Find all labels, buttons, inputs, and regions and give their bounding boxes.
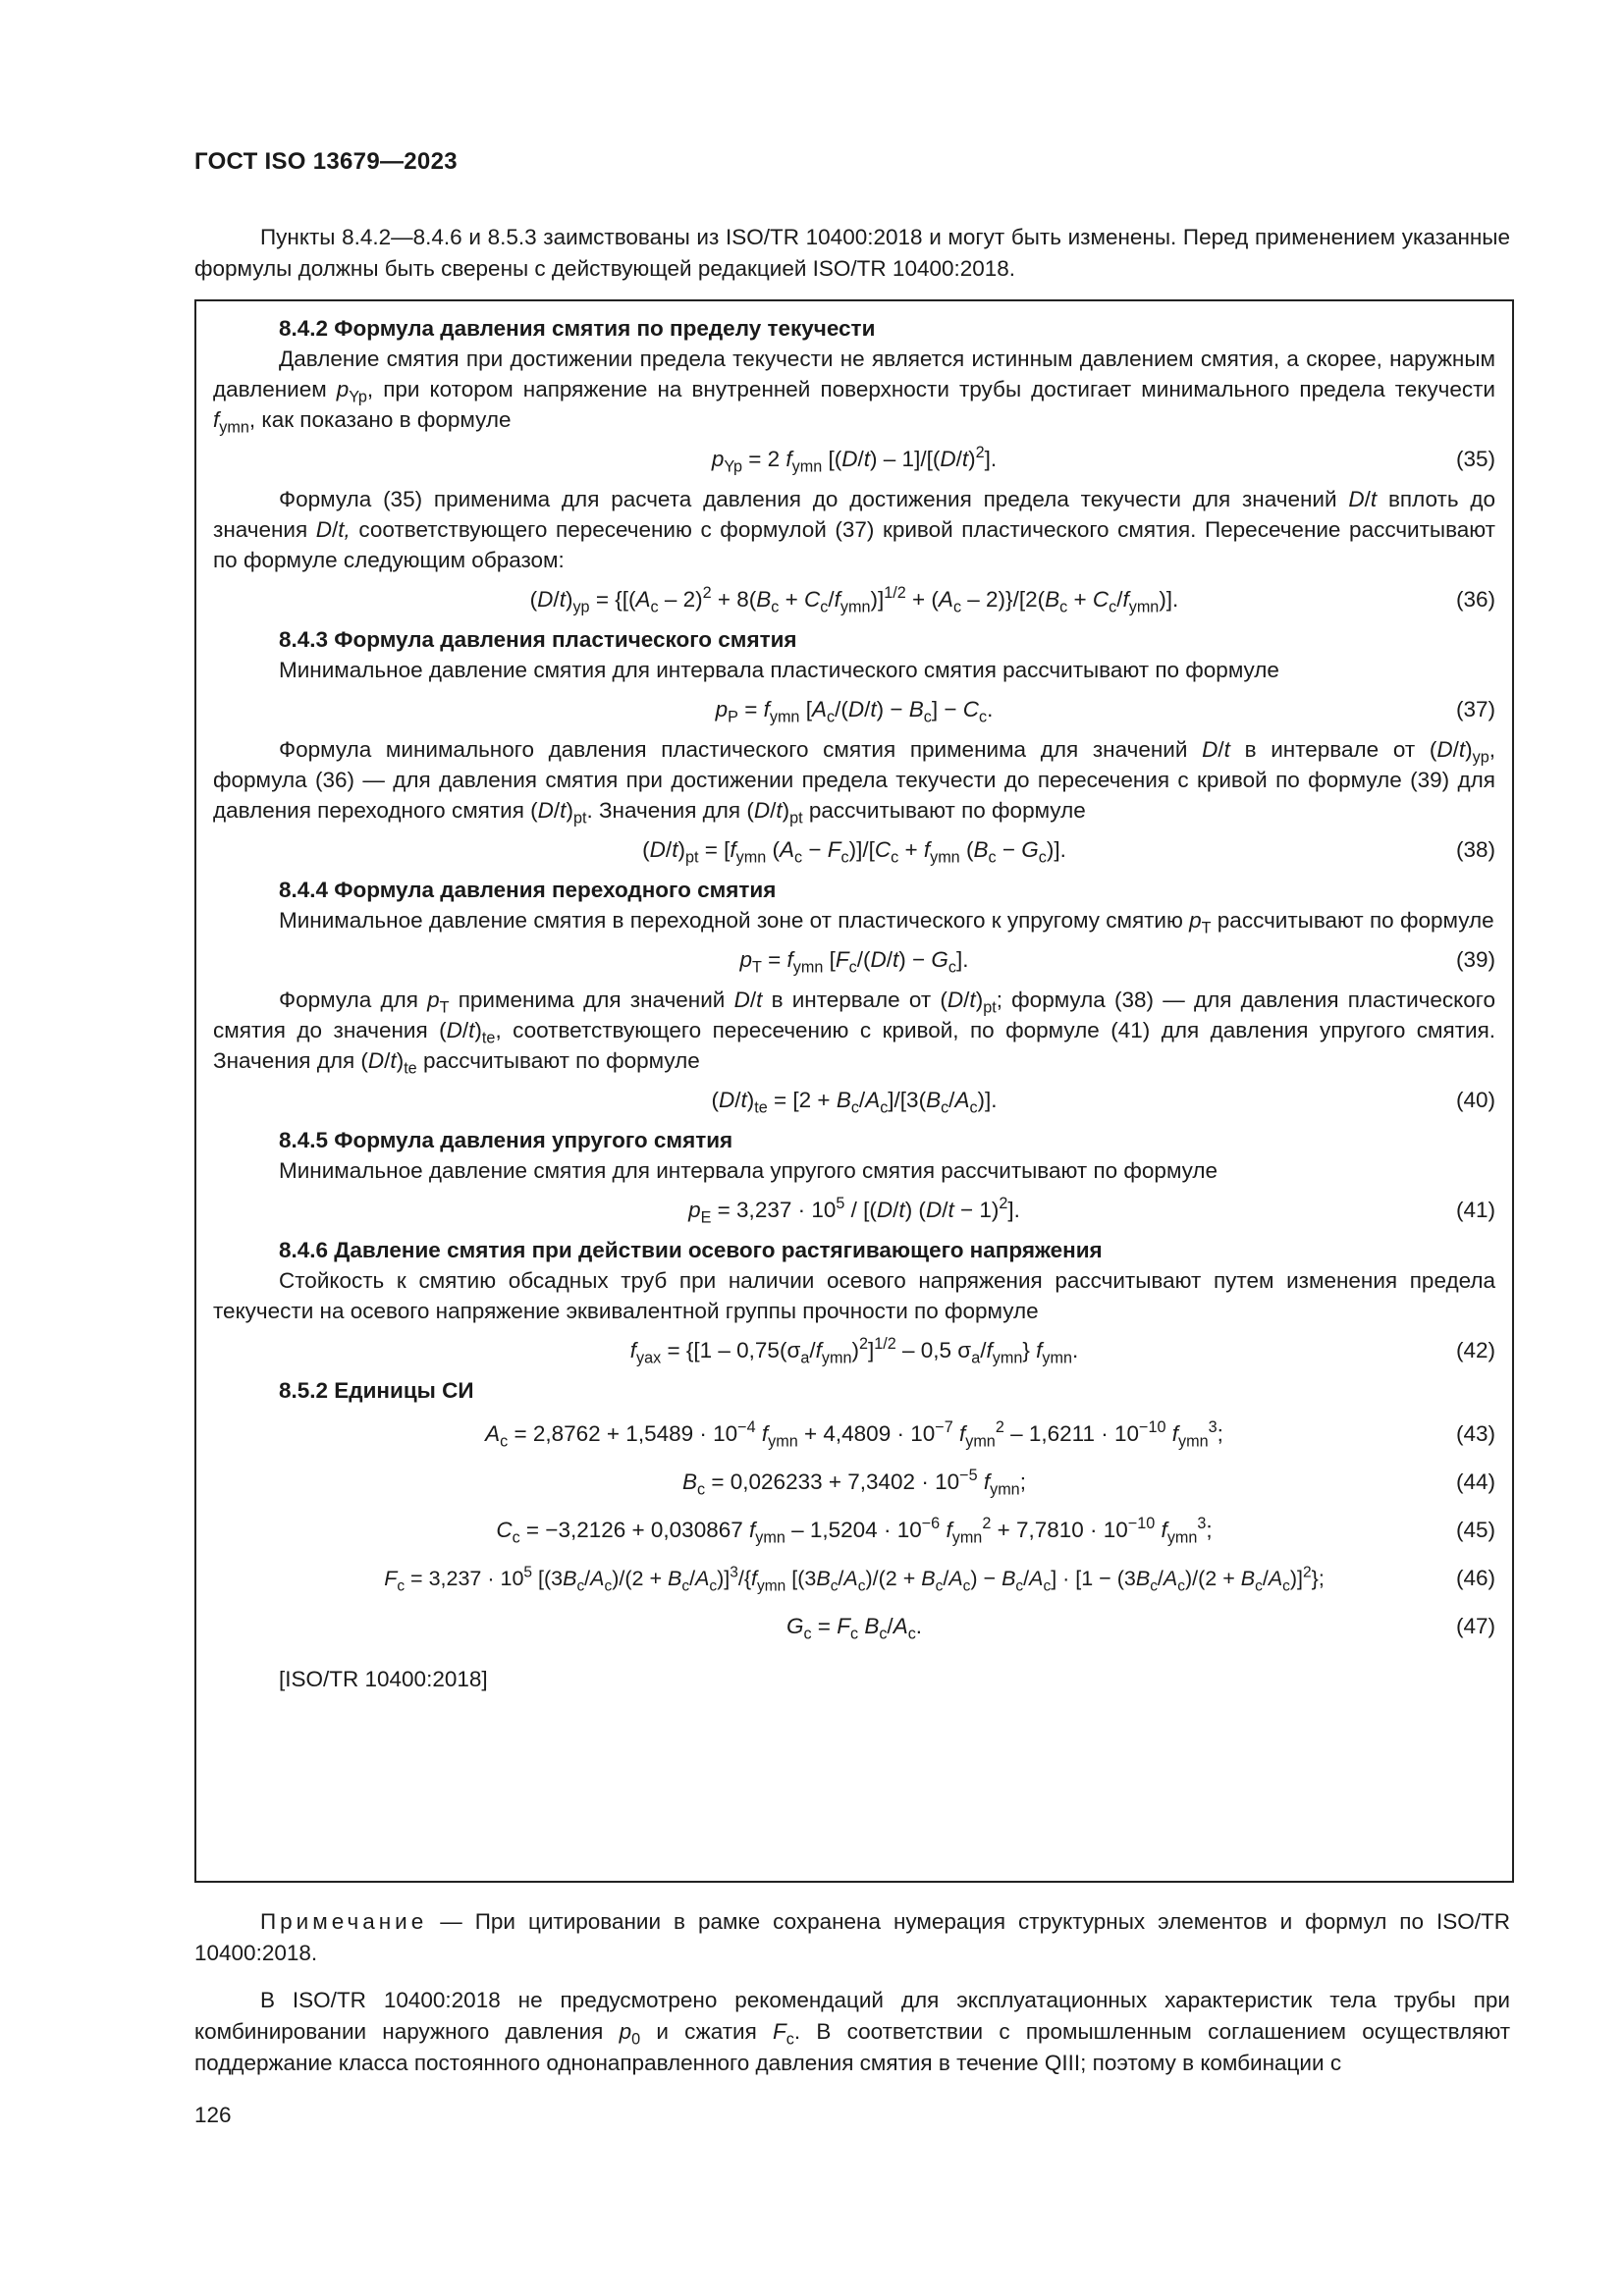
formula-39-expression: $p_T = f_{ymn}$ $[F_c/(D/t) - G_c]$. [739, 947, 969, 977]
formula-45-number: (45) [1455, 1518, 1495, 1542]
formula-46 [213, 1554, 1495, 1602]
quoted-standard-frame [194, 299, 1514, 1883]
note-text: — При цитировании в рамке сохранена нумерация структурных элементов и формул по ISO/TR 10400:2018. [194, 1909, 1510, 1965]
section-heading-842: 8.4.2 Формула давления смятия по пределу текучести [279, 316, 876, 341]
section-842-paragraph-1: Давление смятия при достижении предела текучести не является истинным давлением смятия, а скорее, наружным давлением $p_{Yp}$, при котором напряжение на внутренней поверхности трубы достигает минимального предела текучести $f_{ymn}$, как показано в формуле [213, 347, 1495, 437]
formula-43 [213, 1410, 1495, 1458]
formula-39 [213, 935, 1495, 985]
formula-41-expression: $p_E = 3,237 \cdot 10^5 / [(D/t) (D/t - 1)^2]$. [688, 1195, 1020, 1227]
section-844-paragraph-2: Формула для $p_T$ применима для значений D/t в интервале от $(D/t)_{pt}$; формула (38) — для давления пластического смятия до значения $(D/t)_{te}$, соответствующего пересечению с кривой, по формуле (41) для давления упругого смятия. Значения для $(D/t)_{te}$ рассчитывают по формуле [213, 988, 1496, 1078]
formula-45 [213, 1506, 1495, 1554]
section-heading-852: 8.5.2 Единицы СИ [279, 1378, 474, 1403]
formula-43-number: (43) [1455, 1421, 1495, 1446]
formula-41-number: (41) [1455, 1198, 1495, 1222]
formula-43-expression: $A_c = 2,8762 + 1,5489 \cdot 10^{-4}$ $f_{ymn} + 4,4809 \cdot 10^{-7}$ $f_{ymn}^2 - 1,6211 \cdot 10^{-10}$ $f_{ymn}^3$; [485, 1418, 1223, 1451]
note-paragraph [194, 1906, 1510, 1969]
formula-38-number: (38) [1455, 837, 1495, 862]
section-843-paragraph-2: Формула минимального давления пластического смятия применима для значений D/t в интервале от $(D/t)_{yp}$, формула (36) — для давления смятия при достижении предела текучести до пересечения с кривой по формуле (39) для давления переходного смятия $(D/t)_{pt}$. Значения для $(D/t)_{pt}$ рассчитывают по формуле [213, 737, 1495, 828]
formula-39-number: (39) [1455, 947, 1495, 972]
formula-35-expression: $p_{Yp} = 2$ $f_{ymn}$ $[(D/t) - 1]/[(D/t)^2]$. [711, 444, 998, 476]
section-heading-844: 8.4.4 Формула давления переходного смятия [279, 878, 777, 902]
page-number: 126 [194, 2103, 232, 2127]
formula-44 [213, 1458, 1495, 1506]
formula-40-expression: $(D/t)_{te} = [2 + B_c/A_c]/[3(B_c/A_c)]$. [711, 1088, 998, 1117]
section-843-paragraph-1: Минимальное давление смятия для интервала пластического смятия рассчитывают по формуле [279, 658, 1279, 682]
formula-37-number: (37) [1455, 697, 1495, 721]
formula-47 [213, 1602, 1495, 1650]
formula-40-number: (40) [1455, 1088, 1495, 1112]
formula-46-number: (46) [1455, 1566, 1495, 1590]
continuation-paragraph: В ISO/TR 10400:2018 не предусмотрено рекомендаций для эксплуатационных характеристик тела трубы при комбинировании наружного давления $p_0$ и сжатия $F_c$. В соответствии с промышленным соглашением осуществляют поддержание класса постоянного однонаправленного давления смятия в течение QIII; поэтому в комбинации с [194, 1988, 1511, 2075]
note-label: Примечание [260, 1909, 428, 1934]
formula-46-expression: $F_c = 3,237 \cdot 10^5$ $[(3B_c/A_c)/(2 + B_c/A_c)]^3/\{f_{ymn}$ $[(3B_c/A_c)/(2 + B_c/A_c) - B_c/A_c] \cdot [1 - (3B_c/A_c)/(2 + B_c/A_c)]^2$}; [384, 1564, 1325, 1595]
formula-44-expression: $B_c = 0,026233 + 7,3402 \cdot 10^{-5}$ $f_{ymn}$; [682, 1467, 1026, 1499]
formula-42 [213, 1326, 1495, 1375]
formula-42-number: (42) [1455, 1338, 1495, 1362]
source-reference: [ISO/TR 10400:2018] [279, 1667, 488, 1691]
document-header: ГОСТ ISO 13679—2023 [194, 148, 458, 175]
section-844-paragraph-1: Минимальное давление смятия в переходной зоне от пластического к упругому смятию $p_T$ рассчитывают по формуле [279, 908, 1494, 937]
formula-38-expression: $(D/t)_{pt} = [f_{ymn}$ $(A_c - F_c)]/[C_c + f_{ymn}$ $(B_c - G_c)$]. [642, 837, 1066, 867]
formula-47-number: (47) [1455, 1614, 1495, 1638]
intro-paragraph: Пункты 8.4.2—8.4.6 и 8.5.3 заимствованы из ISO/TR 10400:2018 и могут быть изменены. Перед применением указанные формулы должны быть сверены с действующей редакцией ISO/TR 10400:2018. [194, 225, 1510, 281]
formula-42-expression: $f_{yax} = \{[1 - 0,75(\sigma_a/f_{ymn})^2]^{1/2} - 0,5$ $\sigma_a/f_{ymn}$} $f_{ymn}$. [629, 1335, 1079, 1367]
section-845-paragraph-1: Минимальное давление смятия для интервала упругого смятия рассчитывают по формуле [279, 1158, 1218, 1183]
section-842-paragraph-2: Формула (35) применима для расчета давления до достижения предела текучести для значений D/t вплоть до значения D/t, соответствующего пересечению с формулой (37) кривой пластического смятия. Пересечение рассчитывают по формуле следующим образом: [213, 487, 1495, 572]
formula-36-expression: $(D/t)_{yp} = \{[(A_c - 2)^2 + 8(B_c + C_c/f_{ymn})]^{1/2} + (A_c - 2)\}/[2(B_c + C_c/f_{ymn})]$. [529, 584, 1179, 616]
section-heading-846: 8.4.6 Давление смятия при действии осевого растягивающего напряжения [279, 1238, 1103, 1262]
formula-38 [213, 826, 1495, 875]
formula-44-number: (44) [1455, 1469, 1495, 1494]
section-846-paragraph-1: Стойкость к смятию обсадных труб при наличии осевого напряжения рассчитывают путем изменения предела текучести на осевого напряжение эквивалентной группы прочности по формуле [213, 1268, 1495, 1323]
formula-36 [213, 575, 1495, 624]
formula-40 [213, 1076, 1495, 1125]
section-heading-843: 8.4.3 Формула давления пластического смятия [279, 627, 797, 652]
formula-45-expression: $C_c = -3,2126 + 0,030867$ $f_{ymn} - 1,5204 \cdot 10^{-6}$ $f_{ymn}^2 + 7,7810 \cdot 10^{-10}$ $f_{ymn}^3$; [496, 1515, 1213, 1547]
section-heading-845: 8.4.5 Формула давления упругого смятия [279, 1128, 733, 1152]
formula-36-number: (36) [1455, 587, 1495, 612]
formula-35-number: (35) [1455, 447, 1495, 471]
formula-41 [213, 1186, 1495, 1235]
formula-35 [213, 435, 1495, 484]
formula-37 [213, 685, 1495, 734]
formula-37-expression: $p_P = f_{ymn}$ $[A_c/(D/t) - B_c] - C_c$. [715, 697, 994, 726]
formula-47-expression: $G_c = F_c$ $B_c/A_c$. [785, 1614, 923, 1643]
